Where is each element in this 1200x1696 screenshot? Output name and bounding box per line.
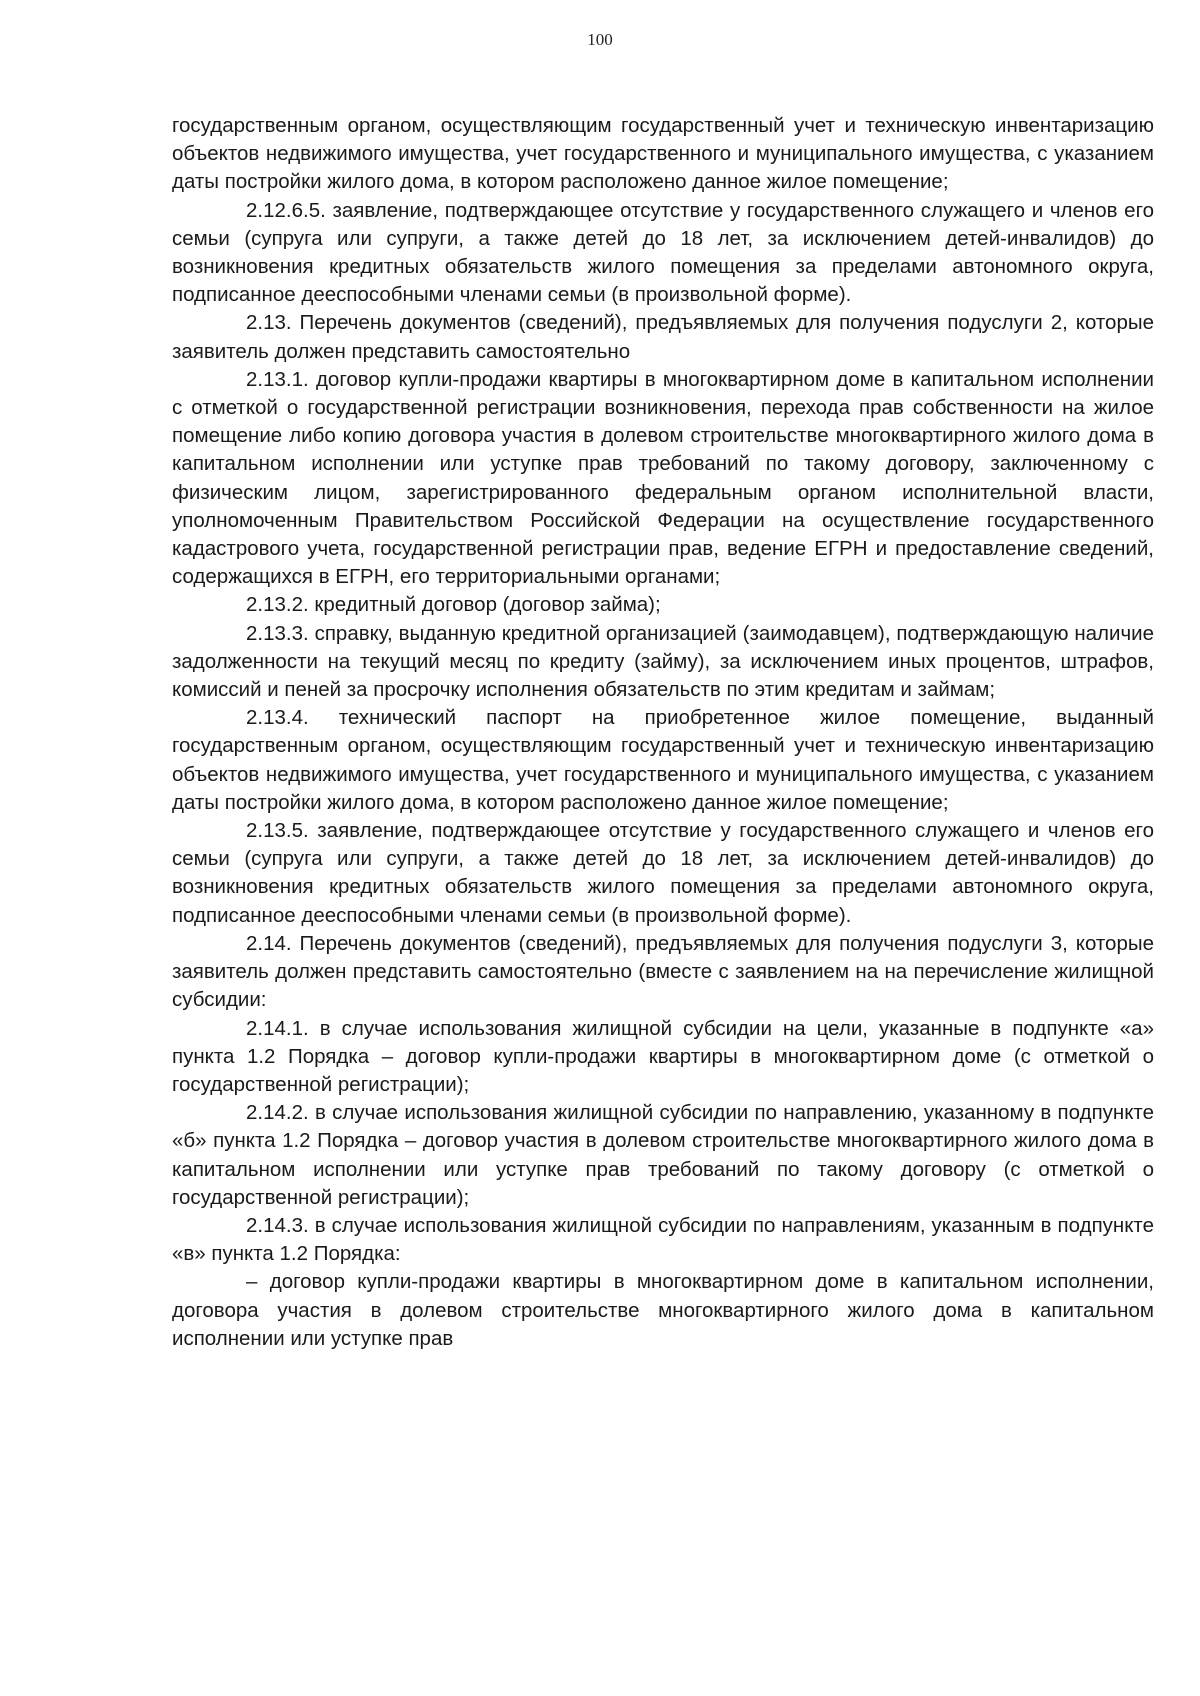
paragraph-dash-item: – договор купли-продажи квартиры в многоквартирном доме в капитальном исполнении, договора участия в долевом строительстве многоквартирного жилого дома в капитальном исполнении или уступке прав bbox=[172, 1270, 1154, 1350]
document-body bbox=[172, 112, 1154, 1353]
paragraph-2-14-3: 2.14.3. в случае использования жилищной субсидии по направлениям, указанным в подпункте «в» пункта 1.2 Порядка: bbox=[172, 1213, 1154, 1266]
paragraph-2-14-2: 2.14.2. в случае использования жилищной субсидии по направлению, указанному в подпункте «б» пункта 1.2 Порядка – договор участия в долевом строительстве многоквартирного жилого дома в капитальном исполнении или уступке прав требований по такому договору (с отметкой о государственной регистрации); bbox=[172, 1101, 1154, 1209]
paragraph-2-13-3: 2.13.3. справку, выданную кредитной организацией (заимодавцем), подтверждающую наличие задолженности на текущий месяц по кредиту (займу), за исключением иных процентов, штрафов, комиссий и пеней за просрочку исполнения обязательств по этим кредитам и займам; bbox=[172, 621, 1154, 702]
paragraph-2-13-4: 2.13.4. технический паспорт на приобретенное жилое помещение, выданный государственным органом, осуществляющим государственный учет и техническую инвентаризацию объектов недвижимого имущества, учет государственного и муниципального имущества, с указанием даты постройки жилого дома, в котором расположено данное жилое помещение; bbox=[172, 706, 1154, 814]
paragraph-2-13-5: 2.13.5. заявление, подтверждающее отсутствие у государственного служащего и членов его семьи (супруга или супруги, а также детей до 18 лет, за исключением детей-инвалидов) до возникновения кредитных обязательств жилого помещения за пределами автономного округа, подписанное дееспособными членами семьи (в произвольной форме). bbox=[172, 819, 1154, 927]
paragraph-continuation: государственным органом, осуществляющим государственный учет и техническую инвентаризацию объектов недвижимого имущества, учет государственного и муниципального имущества, с указанием даты постройки жилого дома, в котором расположено данное жилое помещение; bbox=[172, 114, 1154, 194]
paragraph-2-13: 2.13. Перечень документов (сведений), предъявляемых для получения подуслуги 2, которые заявитель должен представить самостоятельно bbox=[172, 311, 1154, 363]
paragraph-2-13-1: 2.13.1. договор купли-продажи квартиры в многоквартирном доме в капитальном исполнении с отметкой о государственной регистрации возникновения, перехода прав собственности на жилое помещение либо копию договора участия в долевом строительстве многоквартирного жилого дома в капитальном исполнении или уступке прав требований по такому договору, заключенному с физическим лицом, зарегистрированного федеральным органом исполнительной власти, уполномоченным Правительством Российской Федерации на осуществление государственного кадастрового учета, государственной регистрации прав, ведение ЕГРН и предоставление сведений, содержащихся в ЕГРН, его территориальными органами; bbox=[172, 367, 1154, 589]
paragraph-2-13-2: 2.13.2. кредитный договор (договор займа); bbox=[246, 593, 661, 617]
paragraph-2-14: 2.14. Перечень документов (сведений), предъявляемых для получения подуслуги 3, которые заявитель должен представить самостоятельно (вместе с заявлением на на перечисление жилищной субсидии: bbox=[172, 931, 1154, 1012]
paragraph-2-12-6-5: 2.12.6.5. заявление, подтверждающее отсутствие у государственного служащего и членов его семьи (супруга или супруги, а также детей до 18 лет, за исключением детей-инвалидов) до возникновения кредитных обязательств жилого помещения за пределами автономного округа, подписанное дееспособными членами семьи (в произвольной форме). bbox=[172, 198, 1154, 307]
page-number: 100 bbox=[587, 30, 613, 49]
paragraph-2-14-1: 2.14.1. в случае использования жилищной субсидии на цели, указанные в подпункте «а» пункта 1.2 Порядка – договор купли-продажи квартиры в многоквартирном доме (с отметкой о государственной регистрации); bbox=[172, 1016, 1154, 1096]
